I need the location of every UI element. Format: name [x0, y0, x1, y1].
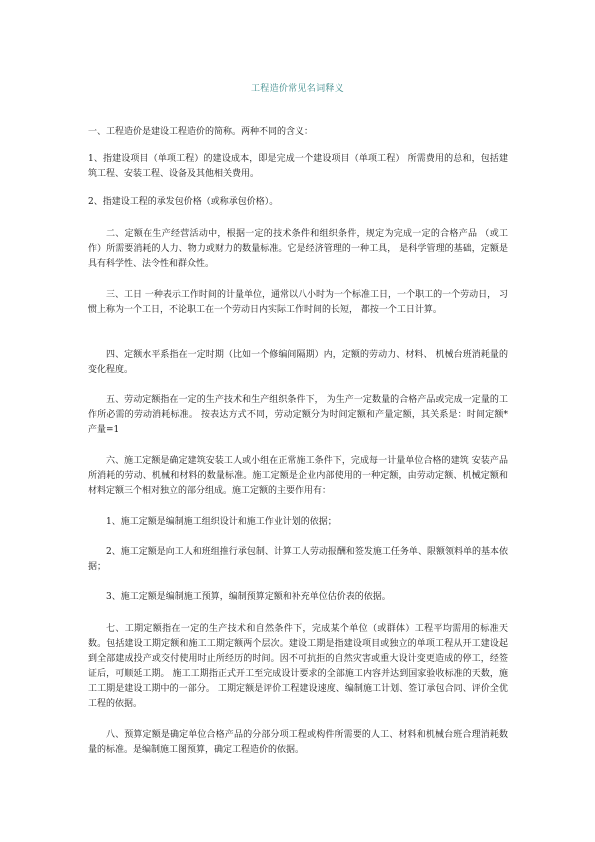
- paragraph-8: 六、施工定额是确定建筑安装工人或小组在正常施工条件下，完成每一计量单位合格的建筑 安装产品所消耗的劳动、机械和材料的数量标准。施工定额是企业内部使用的一种定额，由劳动定额、机械定额和材料定额三个相对独立的部分组成。施工定额的主要作用有：: [88, 456, 508, 496]
- paragraph-2: 1、指建设项目（单项工程）的建设成本，即是完成一个建设项目（单项工程） 所需费用的总和，包括建筑工程、安装工程、设备及其他相关费用。: [88, 154, 508, 179]
- paragraph-12: 七、工期定额指在一定的生产技术和自然条件下，完成某个单位（或群体）工程平均需用的标准天数。包括建设工期定额和施工工期定额两个层次。建设工期是指建设项目或独立的单项工程从开工建设起到全部建成投产或交付使用时止所经历的时间。因不可抗拒的自然灾害或重大设计变更造成的停工，经签证后，可顺延工期。 施工工期指正式开工至完成设计要求的全部施工内容并达到国家验收标准的天数，施工工期是建设工期中的一部分。 工期定额是评价工程建设速度、编制施工计划、签订承包合同、评价全优工程的依据。: [88, 624, 508, 709]
- paragraph-4: 二、定额在生产经营活动中，根据一定的技术条件和组织条件，规定为完成一定的合格产品 （或工作）所需要消耗的人力、物力或财力的数量标准。它是经济管理的一种工具， 是科学管理的基础，定额是具有科学性、法令性和群众性。: [88, 229, 508, 269]
- paragraph-5: 三、工日 一种表示工作时间的计量单位，通常以八小时为一个标准工日，一个职工的一个劳动日， 习惯上称为一个工日，不论职工在一个劳动日内实际工作时间的长短， 都按一个工日计算。: [88, 290, 508, 315]
- document-title: 工程造价常见名词释义: [250, 84, 344, 94]
- paragraph-11: 3、施工定额是编制施工预算，编制预算定额和补充单位估价表的依据。: [106, 592, 391, 602]
- paragraph-3: 2、指建设工程的承发包价格（或称承包价格）。: [88, 197, 279, 207]
- paragraph-13: 八、预算定额是确定单位合格产品的分部分项工程或构件所需要的人工、材料和机械台班合理消耗数量的标准。是编制施工图预算，确定工程造价的依据。: [88, 730, 508, 755]
- paragraph-10: 2、施工定额是向工人和班组推行承包制、计算工人劳动报酬和签发施工任务单、限额领料单的基本依据；: [88, 547, 508, 572]
- paragraph-7: 五、劳动定额指在一定的生产技术和生产组织条件下， 为生产一定数量的合格产品或完成一定量的工作所必需的劳动消耗标准。 按表达方式不同，劳动定额分为时间定额和产量定额，其关系是：时间定额*产量=1: [88, 395, 508, 435]
- paragraph-9: 1、施工定额是编制施工组织设计和施工作业计划的依据；: [106, 517, 337, 527]
- paragraph-1: 一、工程造价是建设工程造价的简称。两种不同的含义：: [88, 127, 314, 137]
- paragraph-6: 四、定额水平系指在一定时期（比如一个修编间隔期）内，定额的劳动力、材料、 机械台班消耗量的变化程度。: [88, 350, 508, 375]
